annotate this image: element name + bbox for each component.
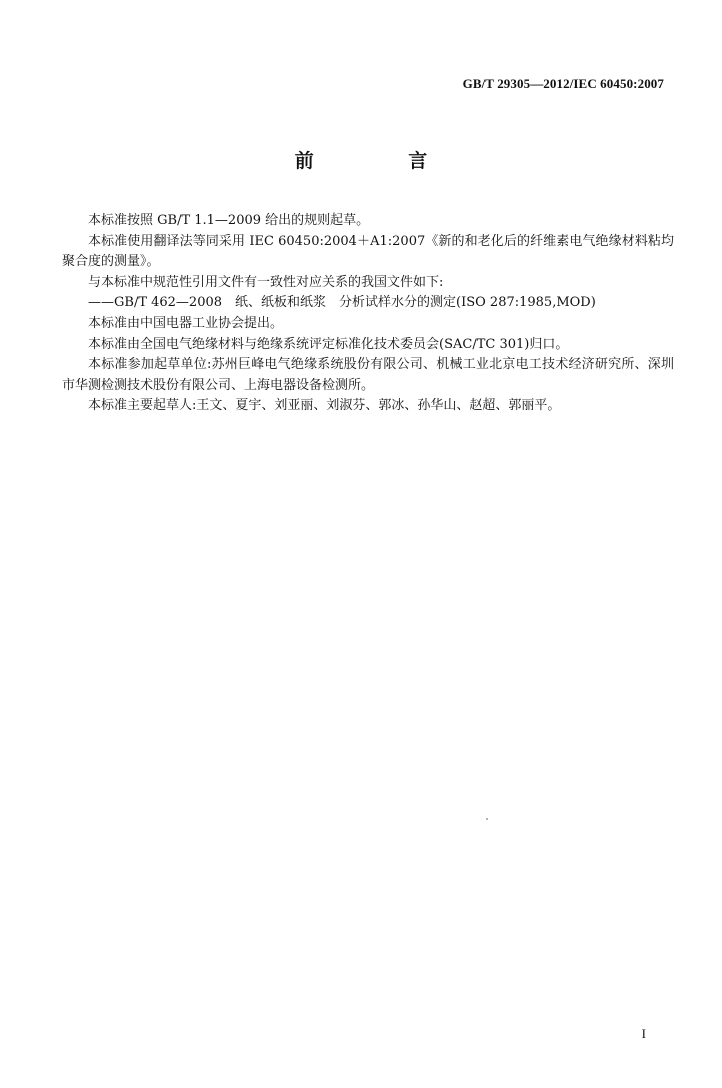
paragraph-proposed-by: 本标准由中国电器工业协会提出。 <box>88 315 284 331</box>
page-number: I <box>641 1026 646 1041</box>
page-title: 前 言 <box>294 150 472 172</box>
scan-speck <box>486 818 488 820</box>
paragraph-reference-item: ——GB/T 462—2008 纸、纸板和纸浆 分析试样水分的测定(ISO 287:1985,MOD) <box>88 295 596 311</box>
paragraph-adoption-method: 本标准使用翻译法等同采用 IEC 60450:2004＋A1:2007《新的和老化后的纤维素电气绝缘材料粘均聚合度的测量》。 <box>62 233 674 270</box>
standard-code-header: GB/T 29305—2012/IEC 60450:2007 <box>462 76 664 91</box>
paragraph-drafting-rules: 本标准按照 GB/T 1.1—2009 给出的规则起草。 <box>88 213 370 228</box>
paragraph-drafting-units: 本标准参加起草单位:苏州巨峰电气绝缘系统股份有限公司、机械工业北京电工技术经济研究所、深圳市华测检测技术股份有限公司、上海电器设备检测所。 <box>62 357 674 393</box>
paragraph-drafters: 本标准主要起草人:王文、夏宇、刘亚丽、刘淑芬、郭冰、孙华山、赵超、郭丽平。 <box>88 398 561 414</box>
foreword-body <box>62 211 674 417</box>
paragraph-administered-by: 本标准由全国电气绝缘材料与绝缘系统评定标准化技术委员会(SAC/TC 301)归口。 <box>88 336 569 352</box>
paragraph-normative-references: 与本标准中规范性引用文件有一致性对应关系的我国文件如下: <box>88 274 444 290</box>
